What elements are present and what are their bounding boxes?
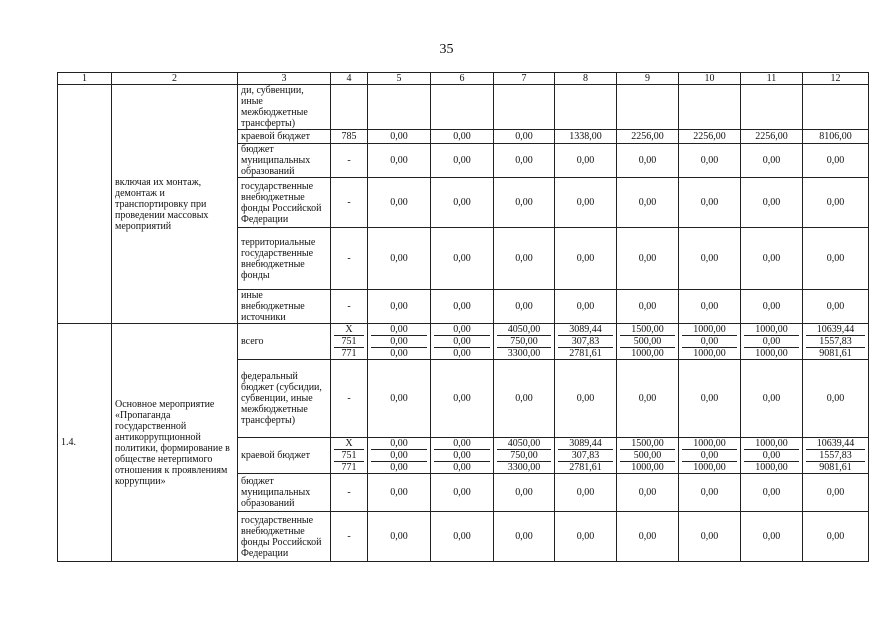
header-cell: 3: [238, 73, 331, 85]
funding-source: территориальные государственные внебюджетные фонды: [238, 228, 331, 290]
amount-cell: 0,00: [431, 512, 494, 562]
header-cell: 7: [494, 73, 555, 85]
amount-cell: [494, 438, 555, 474]
amount-cell: 0,00: [679, 178, 741, 228]
amount-cell: 0,00: [494, 474, 555, 512]
amount-cell: 0,00: [431, 474, 494, 512]
amount-value: 3089,44: [558, 324, 613, 336]
header-cell: 11: [741, 73, 803, 85]
header-cell: 10: [679, 73, 741, 85]
amount-value: 500,00: [620, 336, 675, 348]
funding-source: краевой бюджет: [238, 130, 331, 144]
amount-value: 1000,00: [744, 324, 799, 336]
row-number-cell: [58, 85, 112, 324]
amount-cell: [431, 438, 494, 474]
amount-cell: 0,00: [555, 512, 617, 562]
budget-table: [57, 72, 869, 562]
amount-value: 1557,83: [806, 450, 865, 462]
amount-cell: 0,00: [617, 144, 679, 178]
amount-value: 1000,00: [631, 348, 664, 359]
amount-cell: 0,00: [617, 474, 679, 512]
amount-cell: 0,00: [368, 178, 431, 228]
kbk-code: -: [331, 178, 368, 228]
amount-cell: 0,00: [555, 144, 617, 178]
amount-cell: 0,00: [803, 290, 869, 324]
amount-value: 0,00: [682, 450, 737, 462]
header-cell: 6: [431, 73, 494, 85]
amount-cell: 0,00: [368, 144, 431, 178]
header-cell: 12: [803, 73, 869, 85]
amount-value: 0,00: [371, 336, 427, 348]
amount-cell: 0,00: [368, 360, 431, 438]
amount-value: 10639,44: [806, 438, 865, 450]
amount-value: 0,00: [744, 450, 799, 462]
amount-cell: 0,00: [679, 144, 741, 178]
amount-value: 0,00: [390, 348, 408, 359]
kbk-code: 771: [341, 462, 357, 473]
amount-value: 3300,00: [507, 462, 541, 473]
amount-value: 307,83: [558, 450, 613, 462]
amount-cell: 0,00: [803, 144, 869, 178]
amount-cell: 0,00: [617, 360, 679, 438]
amount-cell: 0,00: [679, 228, 741, 290]
amount-cell: 0,00: [555, 178, 617, 228]
amount-cell: 0,00: [494, 144, 555, 178]
amount-value: 3300,00: [507, 348, 541, 359]
amount-cell: 0,00: [741, 290, 803, 324]
amount-cell: 0,00: [494, 228, 555, 290]
amount-value: 1500,00: [620, 438, 675, 450]
amount-value: 1000,00: [631, 462, 664, 473]
amount-cell: 0,00: [431, 360, 494, 438]
amount-cell: 0,00: [741, 144, 803, 178]
amount-value: 1000,00: [744, 438, 799, 450]
kbk-code: -: [331, 512, 368, 562]
amount-cell: 0,00: [431, 290, 494, 324]
amount-cell: [803, 324, 869, 360]
amount-cell: [368, 324, 431, 360]
amount-cell: 0,00: [431, 144, 494, 178]
amount-cell: [494, 324, 555, 360]
header-row: [58, 73, 869, 85]
amount-value: 0,00: [371, 450, 427, 462]
amount-cell: [555, 324, 617, 360]
kbk-code: -: [331, 290, 368, 324]
amount-cell: 0,00: [431, 228, 494, 290]
amount-value: 1000,00: [693, 462, 726, 473]
amount-cell: 2256,00: [617, 130, 679, 144]
amount-value: 4050,00: [497, 438, 551, 450]
kbk-codes: [331, 438, 368, 474]
amount-cell: 0,00: [617, 228, 679, 290]
amount-value: 1000,00: [755, 348, 788, 359]
amount-value: 2781,61: [569, 348, 602, 359]
amount-cell: [368, 85, 431, 130]
amount-cell: [555, 85, 617, 130]
amount-value: 0,00: [371, 438, 427, 450]
amount-value: 307,83: [558, 336, 613, 348]
header-cell: 4: [331, 73, 368, 85]
amount-value: 0,00: [434, 438, 490, 450]
amount-cell: 0,00: [741, 228, 803, 290]
amount-cell: 0,00: [431, 130, 494, 144]
table-body: [58, 73, 869, 562]
amount-value: 750,00: [497, 336, 551, 348]
amount-value: 0,00: [453, 348, 471, 359]
amount-cell: 0,00: [494, 360, 555, 438]
amount-cell: 0,00: [741, 178, 803, 228]
amount-cell: 0,00: [803, 512, 869, 562]
amount-cell: 1338,00: [555, 130, 617, 144]
kbk-code: 785: [331, 130, 368, 144]
funding-source: бюджет муниципальных образований: [238, 144, 331, 178]
amount-cell: 0,00: [555, 228, 617, 290]
amount-value: 1000,00: [682, 324, 737, 336]
amount-value: 1557,83: [806, 336, 865, 348]
amount-cell: 0,00: [555, 474, 617, 512]
amount-value: 1000,00: [755, 462, 788, 473]
funding-source: иные внебюджетные источники: [238, 290, 331, 324]
amount-cell: 0,00: [368, 290, 431, 324]
amount-cell: [679, 324, 741, 360]
kbk-codes: [331, 324, 368, 360]
amount-cell: [431, 324, 494, 360]
amount-cell: [431, 85, 494, 130]
table-row: [58, 85, 869, 130]
amount-cell: 0,00: [555, 290, 617, 324]
header-cell: 1: [58, 73, 112, 85]
amount-cell: [679, 438, 741, 474]
amount-value: 0,00: [744, 336, 799, 348]
funding-source: краевой бюджет: [238, 438, 331, 474]
amount-value: 0,00: [682, 336, 737, 348]
amount-cell: 0,00: [555, 360, 617, 438]
kbk-code: 751: [334, 336, 364, 348]
amount-cell: [741, 438, 803, 474]
amount-cell: 0,00: [368, 474, 431, 512]
amount-value: 0,00: [434, 336, 490, 348]
amount-value: 4050,00: [497, 324, 551, 336]
amount-cell: [679, 85, 741, 130]
amount-cell: 0,00: [679, 290, 741, 324]
kbk-code: [331, 85, 368, 130]
page-number: 35: [439, 42, 454, 57]
kbk-code: -: [331, 228, 368, 290]
funding-source: всего: [238, 324, 331, 360]
table-row: [58, 324, 869, 360]
amount-value: 1500,00: [620, 324, 675, 336]
amount-cell: 0,00: [741, 360, 803, 438]
kbk-code: 771: [341, 348, 357, 359]
amount-value: 1000,00: [682, 438, 737, 450]
amount-value: 0,00: [434, 450, 490, 462]
amount-cell: 0,00: [368, 512, 431, 562]
amount-cell: 0,00: [494, 130, 555, 144]
amount-value: 9081,61: [819, 462, 852, 473]
funding-source: ди, субвенции, иные межбюджетные трансферты): [238, 85, 331, 130]
amount-cell: [741, 324, 803, 360]
amount-value: 9081,61: [819, 348, 852, 359]
funding-source: федеральный бюджет (субсидии, субвенции, иные межбюджетные трансферты): [238, 360, 331, 438]
amount-value: 0,00: [371, 324, 427, 336]
funding-source: государственные внебюджетные фонды Российской Федерации: [238, 512, 331, 562]
amount-cell: 0,00: [617, 290, 679, 324]
header-cell: 2: [112, 73, 238, 85]
kbk-code: -: [331, 360, 368, 438]
amount-cell: 0,00: [617, 178, 679, 228]
header-cell: 8: [555, 73, 617, 85]
amount-cell: 0,00: [368, 228, 431, 290]
amount-value: 3089,44: [558, 438, 613, 450]
amount-cell: [617, 324, 679, 360]
kbk-code: X: [334, 438, 364, 450]
activity-name: включая их монтаж, демонтаж и транспортировку при проведении массовых мероприятий: [112, 85, 238, 324]
amount-cell: 0,00: [617, 512, 679, 562]
measure-number: 1.4.: [58, 324, 112, 562]
amount-value: 10639,44: [806, 324, 865, 336]
amount-value: 750,00: [497, 450, 551, 462]
funding-source: бюджет муниципальных образований: [238, 474, 331, 512]
amount-cell: 0,00: [494, 512, 555, 562]
measure-name: Основное мероприятие «Пропаганда государственной антикоррупционной политики, формирование в обществе нетерпимого отношения к проявлениям коррупции»: [112, 324, 238, 562]
amount-cell: 0,00: [494, 178, 555, 228]
amount-cell: 0,00: [368, 130, 431, 144]
header-cell: 5: [368, 73, 431, 85]
amount-value: 2781,61: [569, 462, 602, 473]
kbk-code: -: [331, 474, 368, 512]
amount-cell: [368, 438, 431, 474]
amount-cell: 0,00: [431, 178, 494, 228]
amount-value: 0,00: [453, 462, 471, 473]
amount-cell: 0,00: [494, 290, 555, 324]
amount-cell: 0,00: [803, 474, 869, 512]
amount-cell: [803, 85, 869, 130]
amount-cell: 0,00: [803, 228, 869, 290]
amount-value: 0,00: [390, 462, 408, 473]
kbk-code: -: [331, 144, 368, 178]
amount-cell: 0,00: [679, 360, 741, 438]
header-cell: 9: [617, 73, 679, 85]
amount-cell: 0,00: [679, 512, 741, 562]
amount-cell: 0,00: [679, 474, 741, 512]
amount-cell: 0,00: [803, 178, 869, 228]
funding-source: государственные внебюджетные фонды Российской Федерации: [238, 178, 331, 228]
amount-cell: [617, 438, 679, 474]
amount-cell: 2256,00: [679, 130, 741, 144]
amount-value: 0,00: [434, 324, 490, 336]
amount-cell: 0,00: [741, 512, 803, 562]
kbk-code: X: [334, 324, 364, 336]
amount-cell: 0,00: [741, 474, 803, 512]
amount-cell: [494, 85, 555, 130]
amount-cell: 0,00: [803, 360, 869, 438]
amount-cell: [555, 438, 617, 474]
amount-cell: [741, 85, 803, 130]
amount-cell: [803, 438, 869, 474]
amount-cell: 2256,00: [741, 130, 803, 144]
kbk-code: 751: [334, 450, 364, 462]
amount-cell: 8106,00: [803, 130, 869, 144]
amount-value: 1000,00: [693, 348, 726, 359]
amount-cell: [617, 85, 679, 130]
amount-value: 500,00: [620, 450, 675, 462]
